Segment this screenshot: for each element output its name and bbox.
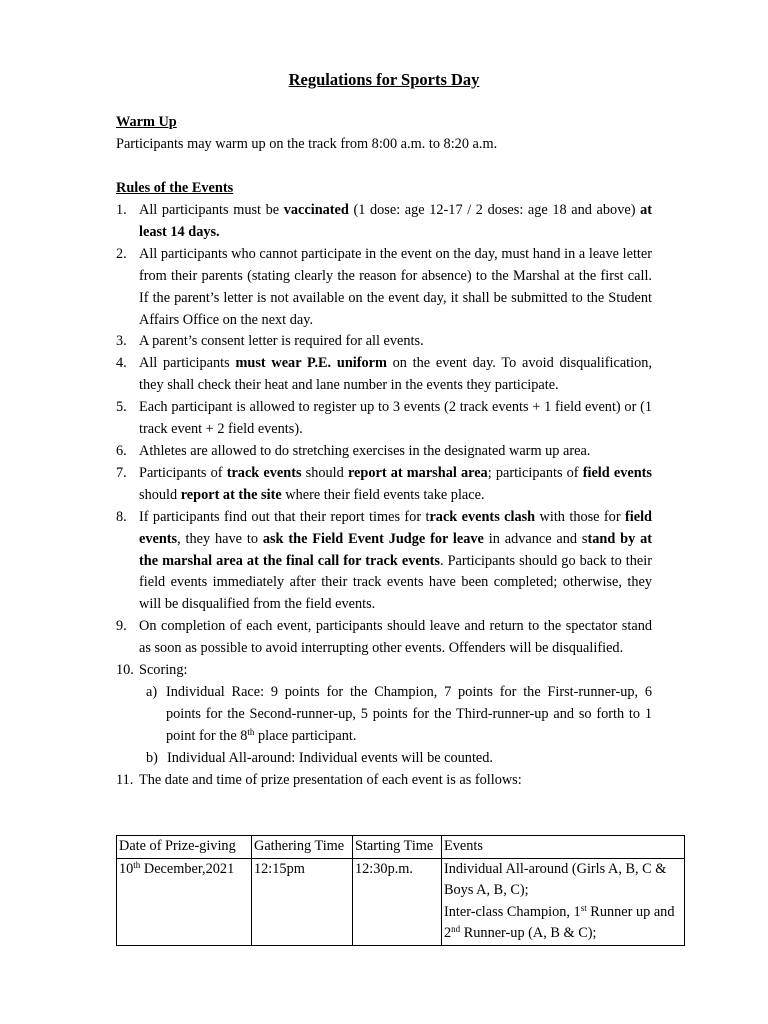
- scoring-subitem-b: b) Individual All-around: Individual events will be counted.: [146, 749, 493, 766]
- rule-item-5: 5. Each participant is allowed to register up to 3 events (2 track events + 1 field event) or (1 track event + 2 field events).: [116, 399, 652, 438]
- rule-number: 7.: [116, 464, 127, 481]
- rule-item-10: 10. Scoring:: [116, 660, 652, 682]
- date-cell: 10th December,2021: [117, 858, 252, 945]
- rule-number: 10.: [116, 662, 134, 679]
- gathering-time-cell: 12:15pm: [252, 858, 353, 945]
- table-header-row: [117, 836, 685, 859]
- table-header-cell: Gathering Time: [252, 836, 353, 859]
- table-header-cell: Starting Time: [353, 836, 442, 859]
- table-header-cell: Events: [442, 836, 685, 859]
- rule-item-2: 2. All participants who cannot participate in the event on the day, must hand in a leave letter from their parents (stating clearly the reason for absence) to the Marshal at the first call. If the parent’s letter is not available on the event day, it shall be submitted to the Student Affairs Office on the next day.: [116, 245, 652, 328]
- rule-number: 8.: [116, 508, 127, 525]
- rule-number: 4.: [116, 355, 127, 372]
- rule-number: 5.: [116, 399, 127, 416]
- rule-item-9: 9. On completion of each event, participants should leave and return to the spectator stand as soon as possible to avoid interrupting other events. Offenders will be disqualified.: [116, 618, 652, 657]
- event-line: Individual All-around (Girls A, B, C & Boys A, B, C);: [444, 860, 667, 898]
- rule-number: 6.: [116, 442, 127, 459]
- rule-number: 3.: [116, 333, 127, 350]
- rules-heading: Rules of the Events: [116, 180, 234, 196]
- rule-item-8: 8. If participants find out that their report times for track events clash with those for field events, they have to ask the Field Event Judge for leave in advance and stand by at the marshal area at the final call for track events. Participants should go back to their field events immediately after their track events have been completed; otherwise, they will be disqualified from the field events.: [116, 508, 652, 613]
- scoring-subitem-a: a) Individual Race: 9 points for the Champion, 7 points for the First-runner-up, 6 points for the Second-runner-up, 5 points for the Third-runner-up and so forth to 1 point for the 8th place participant.: [146, 683, 652, 744]
- page-title: Regulations for Sports Day: [288, 70, 480, 89]
- rule-item-3: 3. A parent’s consent letter is required for all events.: [116, 331, 652, 353]
- starting-time-cell: 12:30p.m.: [353, 858, 442, 945]
- rule-item-4: 4. All participants must wear P.E. uniform on the event day. To avoid disqualification, they shall check their heat and lane number in the events they participate.: [116, 355, 652, 394]
- prize-schedule-table: [116, 835, 685, 946]
- rule-number: 2.: [116, 245, 127, 262]
- event-line: Inter-class Champion, 1st Runner up and 2nd Runner-up (A, B & C);: [444, 902, 675, 941]
- rule-number: 11.: [116, 771, 134, 788]
- rule-item-1: 1. All participants must be vaccinated (1 dose: age 12-17 / 2 doses: age 18 and above) at least 14 days.: [116, 202, 652, 240]
- rule-item-11: 11. The date and time of prize presentation of each event is as follows:: [116, 770, 652, 792]
- table-row: [117, 858, 685, 945]
- rule-item-6: 6. Athletes are allowed to do stretching exercises in the designated warm up area.: [116, 441, 652, 463]
- table-header-cell: Date of Prize-giving: [117, 836, 252, 859]
- events-cell: [442, 858, 685, 945]
- rules-list: [116, 200, 652, 791]
- warmup-heading: Warm Up: [116, 114, 177, 130]
- rule-item-7: 7. Participants of track events should report at marshal area; participants of field events should report at the site where their field events take place.: [116, 464, 652, 503]
- warmup-text: Participants may warm up on the track from 8:00 a.m. to 8:20 a.m.: [116, 136, 498, 152]
- rule-number: 1.: [116, 202, 127, 218]
- rule-number: 9.: [116, 618, 127, 635]
